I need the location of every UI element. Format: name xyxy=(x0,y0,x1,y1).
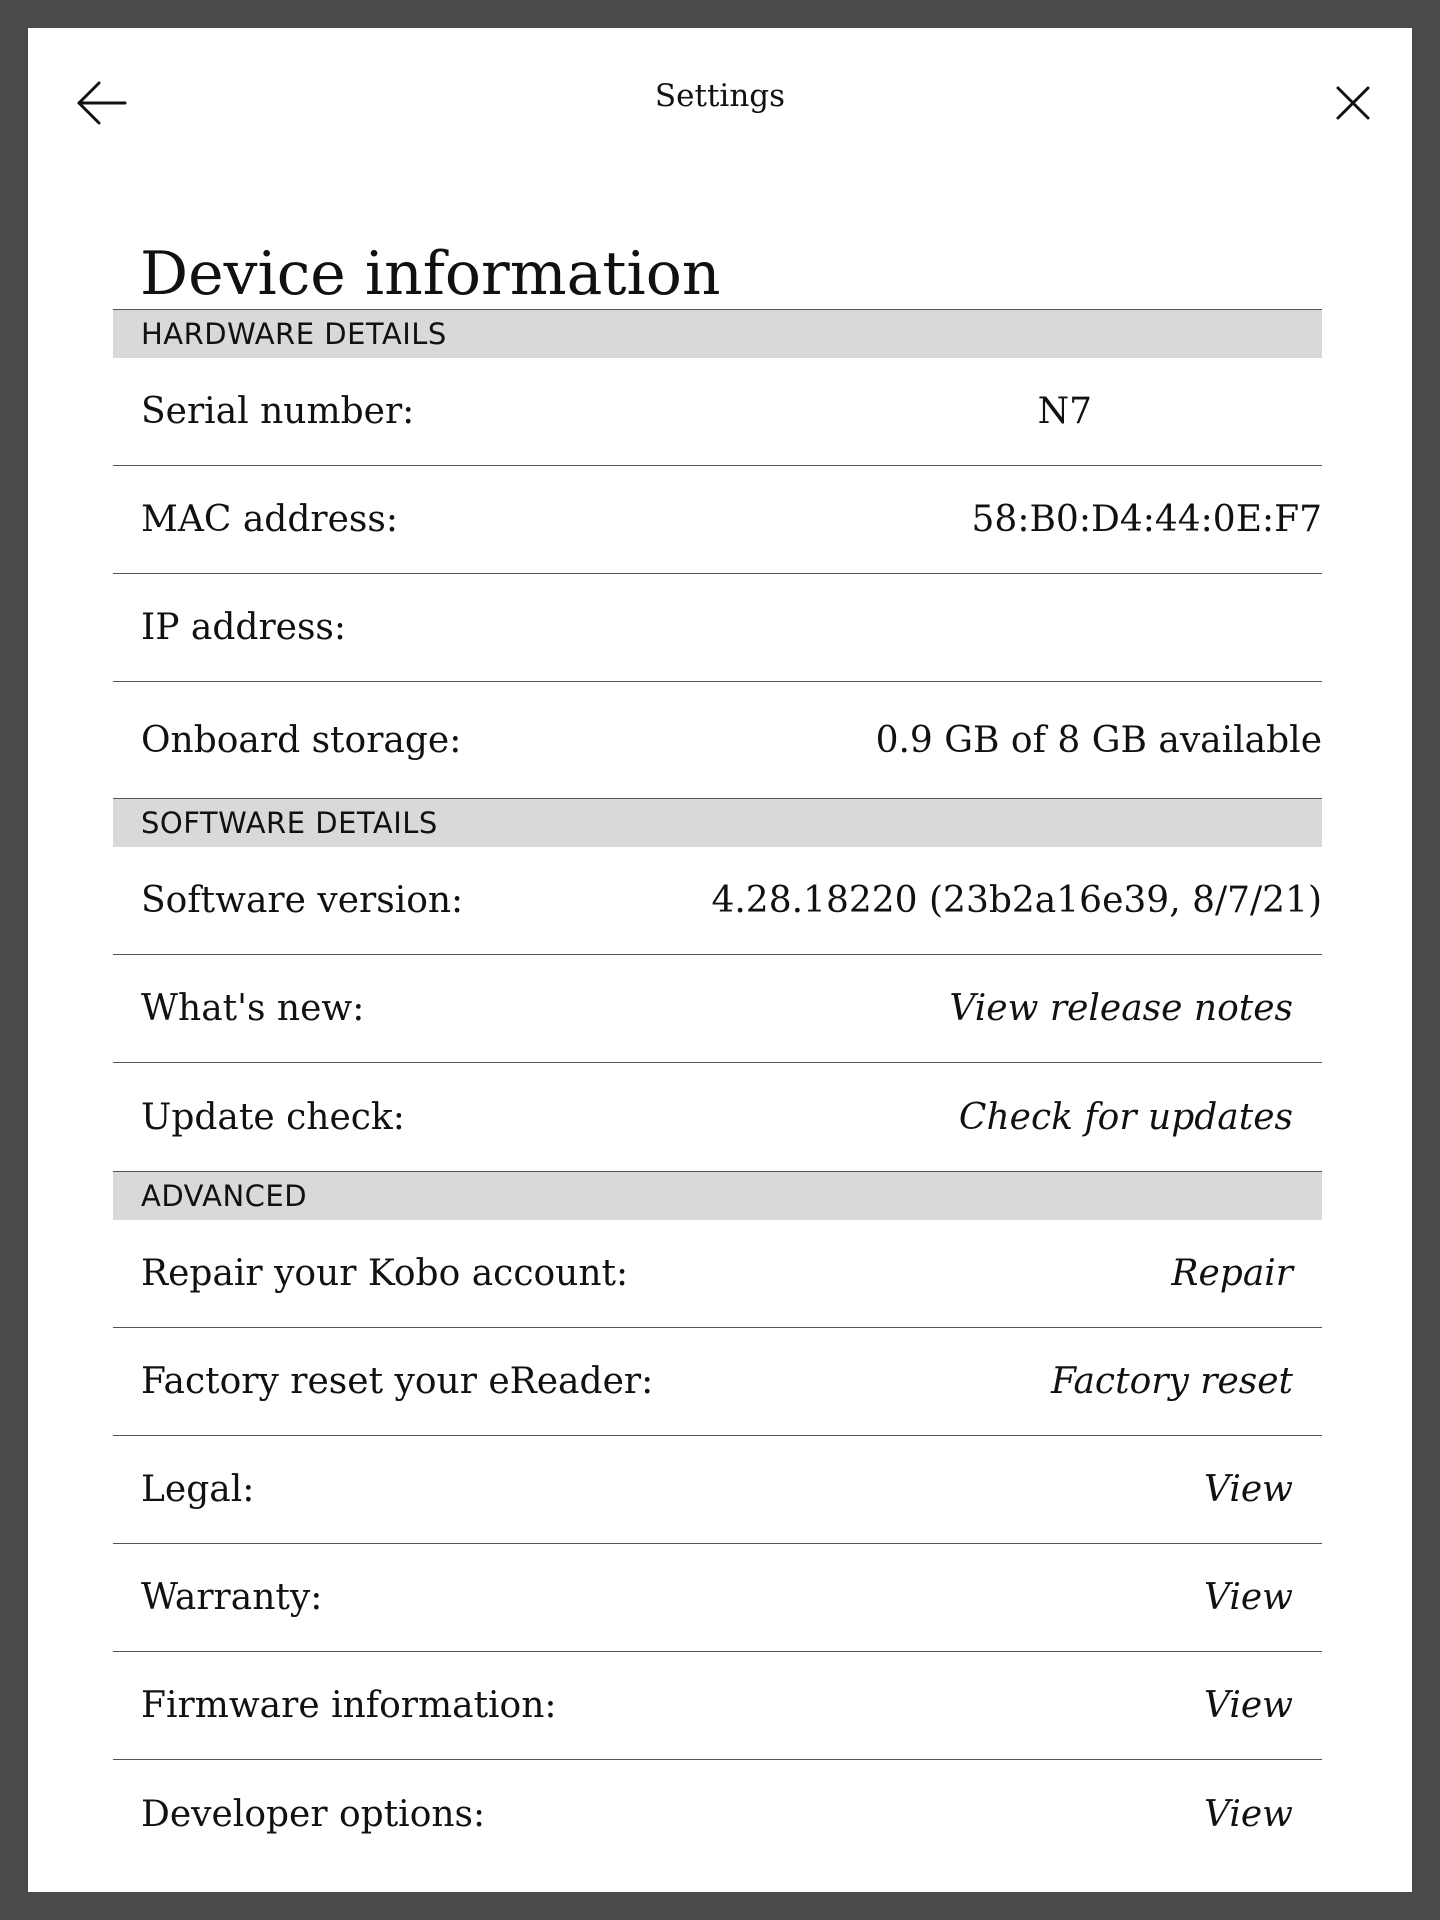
onboard-storage-value: 0.9 GB of 8 GB available xyxy=(875,719,1322,761)
factory-reset-label: Factory reset your eReader: xyxy=(141,1361,654,1402)
serial-number-value: N7 xyxy=(1037,391,1092,432)
firmware-information-label: Firmware information: xyxy=(141,1685,557,1726)
update-check-label: Update check: xyxy=(141,1096,405,1138)
row-firmware-information xyxy=(113,1652,1322,1760)
top-bar xyxy=(28,28,1412,158)
repair-link[interactable]: Repair xyxy=(1171,1253,1293,1294)
settings-list xyxy=(113,309,1322,1868)
section-header-hardware: HARDWARE DETAILS xyxy=(113,309,1322,358)
developer-view-link[interactable]: View xyxy=(1204,1793,1293,1835)
serial-number-label: Serial number: xyxy=(141,391,415,432)
check-for-updates-link[interactable]: Check for updates xyxy=(958,1096,1293,1138)
device-screen xyxy=(28,28,1412,1892)
row-mac-address xyxy=(113,466,1322,574)
software-version-value: 4.28.18220 (23b2a16e39, 8/7/21) xyxy=(711,880,1322,921)
warranty-label: Warranty: xyxy=(141,1577,323,1618)
view-release-notes-link[interactable]: View release notes xyxy=(949,988,1293,1029)
section-header-advanced: ADVANCED xyxy=(113,1171,1322,1220)
row-developer-options xyxy=(113,1760,1322,1868)
legal-label: Legal: xyxy=(141,1469,255,1510)
whats-new-label: What's new: xyxy=(141,988,365,1029)
firmware-view-link[interactable]: View xyxy=(1204,1685,1293,1726)
row-ip-address xyxy=(113,574,1322,682)
onboard-storage-label: Onboard storage: xyxy=(141,719,462,761)
row-whats-new xyxy=(113,955,1322,1063)
page-title: Device information xyxy=(140,239,721,309)
warranty-view-link[interactable]: View xyxy=(1204,1577,1293,1618)
row-repair-account xyxy=(113,1220,1322,1328)
row-factory-reset xyxy=(113,1328,1322,1436)
mac-address-value: 58:B0:D4:44:0E:F7 xyxy=(971,499,1322,540)
factory-reset-link[interactable]: Factory reset xyxy=(1050,1361,1293,1402)
row-onboard-storage xyxy=(113,682,1322,798)
topbar-title: Settings xyxy=(654,78,786,114)
legal-view-link[interactable]: View xyxy=(1204,1469,1293,1510)
row-legal xyxy=(113,1436,1322,1544)
ip-address-label: IP address: xyxy=(141,607,347,648)
close-icon xyxy=(1333,83,1373,123)
row-serial-number xyxy=(113,358,1322,466)
row-update-check xyxy=(113,1063,1322,1171)
close-button[interactable] xyxy=(1318,68,1388,138)
repair-account-label: Repair your Kobo account: xyxy=(141,1253,629,1294)
row-software-version xyxy=(113,847,1322,955)
mac-address-label: MAC address: xyxy=(141,499,398,540)
software-version-label: Software version: xyxy=(141,880,464,921)
developer-options-label: Developer options: xyxy=(141,1793,486,1835)
section-header-software: SOFTWARE DETAILS xyxy=(113,798,1322,847)
row-warranty xyxy=(113,1544,1322,1652)
